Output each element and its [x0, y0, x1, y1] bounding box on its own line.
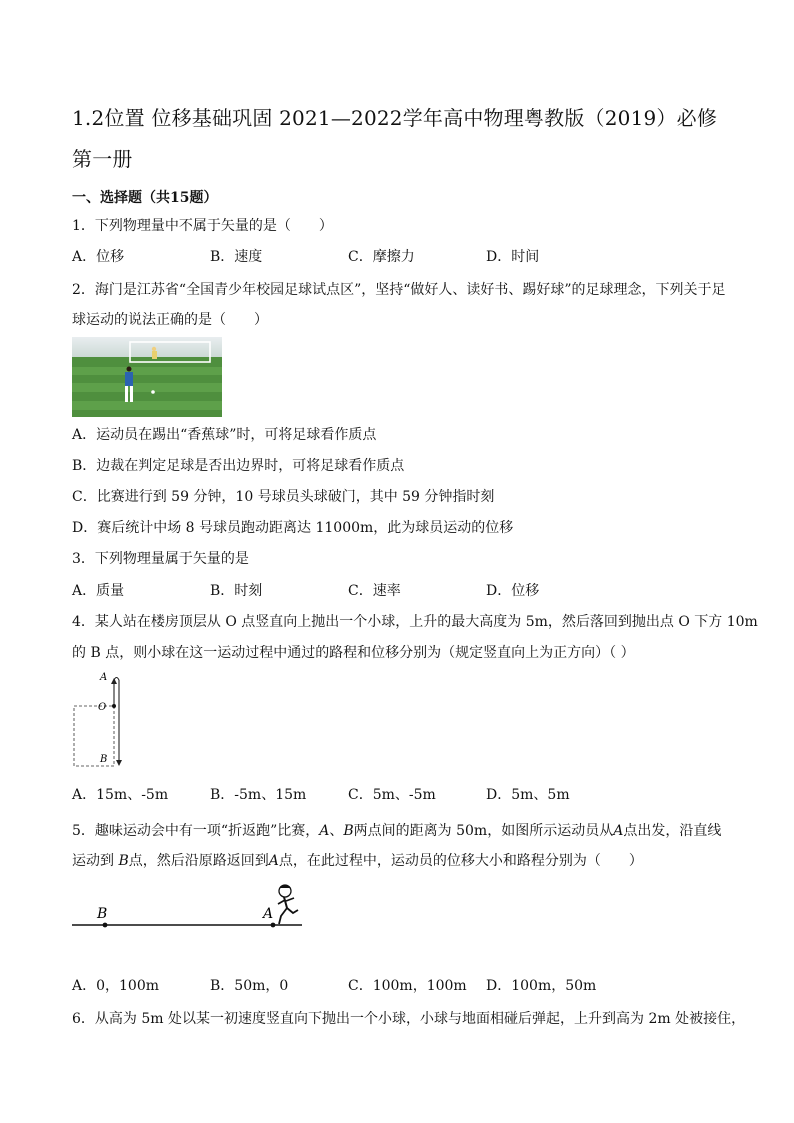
question-4-option-c: C．5m、-5m — [348, 787, 436, 803]
question-2-option-a: A．运动员在踢出“香蕉球”时，可将足球看作质点 — [72, 427, 377, 443]
section-heading: 一、选择题（共15题） — [72, 190, 218, 206]
question-5-stem-line-2: 运动到 B点，然后沿原路返回到A点，在此过程中，运动员的位移大小和路程分别为（ ） — [72, 853, 643, 869]
question-2-option-b: B．边裁在判定足球是否出边界时，可将足球看作质点 — [72, 458, 405, 474]
point-o-label: O — [98, 702, 107, 713]
question-6-stem-line-1: 6．从高为 5m 处以某一初速度竖直向下抛出一个小球，小球与地面相碰后弹起，上升到高为 2m 处被接住， — [72, 1011, 746, 1027]
question-2-stem-line-2: 球运动的说法正确的是（ ） — [72, 312, 268, 328]
question-3-option-a: A．质量 — [72, 583, 125, 599]
point-b-label: B — [97, 906, 108, 922]
question-1-option-d: D．时间 — [486, 249, 540, 265]
question-1-option-c: C．摩擦力 — [348, 249, 415, 265]
question-4-option-b: B．-5m、15m — [210, 787, 307, 803]
ball-trajectory-figure — [70, 670, 130, 770]
question-5-option-a: A．0，100m — [72, 978, 160, 994]
question-3-option-d: D．位移 — [486, 583, 540, 599]
question-4-option-a: A．15m、-5m — [72, 787, 169, 803]
question-4-option-d: D．5m、5m — [486, 787, 570, 803]
question-3-option-c: C．速率 — [348, 583, 401, 599]
question-3-option-b: B．时刻 — [210, 583, 263, 599]
document-title-line-2: 第一册 — [72, 147, 133, 171]
runner-icon — [278, 885, 298, 924]
question-2-stem-line-1: 2．海门是江苏省“全国青少年校园足球试点区”，坚持“做好人、读好书、踢好球”的足球理念，下列关于足 — [72, 282, 726, 298]
question-1-option-a: A．位移 — [72, 249, 125, 265]
question-5-stem-line-1: 5．趣味运动会中有一项“折返跑”比赛，A、B两点间的距离为 50m，如图所示运动员从A点出发，沿直线 — [72, 823, 722, 839]
question-4-stem-line-2: 的 B 点，则小球在这一运动过程中通过的路程和位移分别为（规定竖直向上为正方向）（ ） — [72, 645, 635, 661]
question-3-stem: 3．下列物理量属于矢量的是 — [72, 551, 249, 567]
question-1-stem: 1．下列物理量中不属于矢量的是（ ） — [72, 218, 333, 234]
question-5-option-d: D．100m，50m — [486, 978, 597, 994]
shuttle-run-figure — [70, 880, 310, 935]
document-title-line-1: 1.2位置 位移基础巩固 2021—2022学年高中物理粤教版（2019）必修 — [72, 106, 718, 130]
question-2-option-d: D．赛后统计中场 8 号球员跑动距离达 11000m，此为球员运动的位移 — [72, 520, 514, 536]
question-5-option-c: C．100m，100m — [348, 978, 467, 994]
soccer-field-photo — [72, 337, 222, 417]
point-b-label: B — [100, 754, 108, 765]
question-4-stem-line-1: 4．某人站在楼房顶层从 O 点竖直向上抛出一个小球，上升的最大高度为 5m，然后落回到抛出点 O 下方 10m — [72, 614, 758, 630]
point-a-label: A — [100, 672, 108, 683]
question-1-option-b: B．速度 — [210, 249, 263, 265]
question-5-option-b: B．50m，0 — [210, 978, 289, 994]
point-a-label: A — [263, 906, 274, 922]
question-2-option-c: C．比赛进行到 59 分钟，10 号球员头球破门，其中 59 分钟指时刻 — [72, 489, 495, 505]
